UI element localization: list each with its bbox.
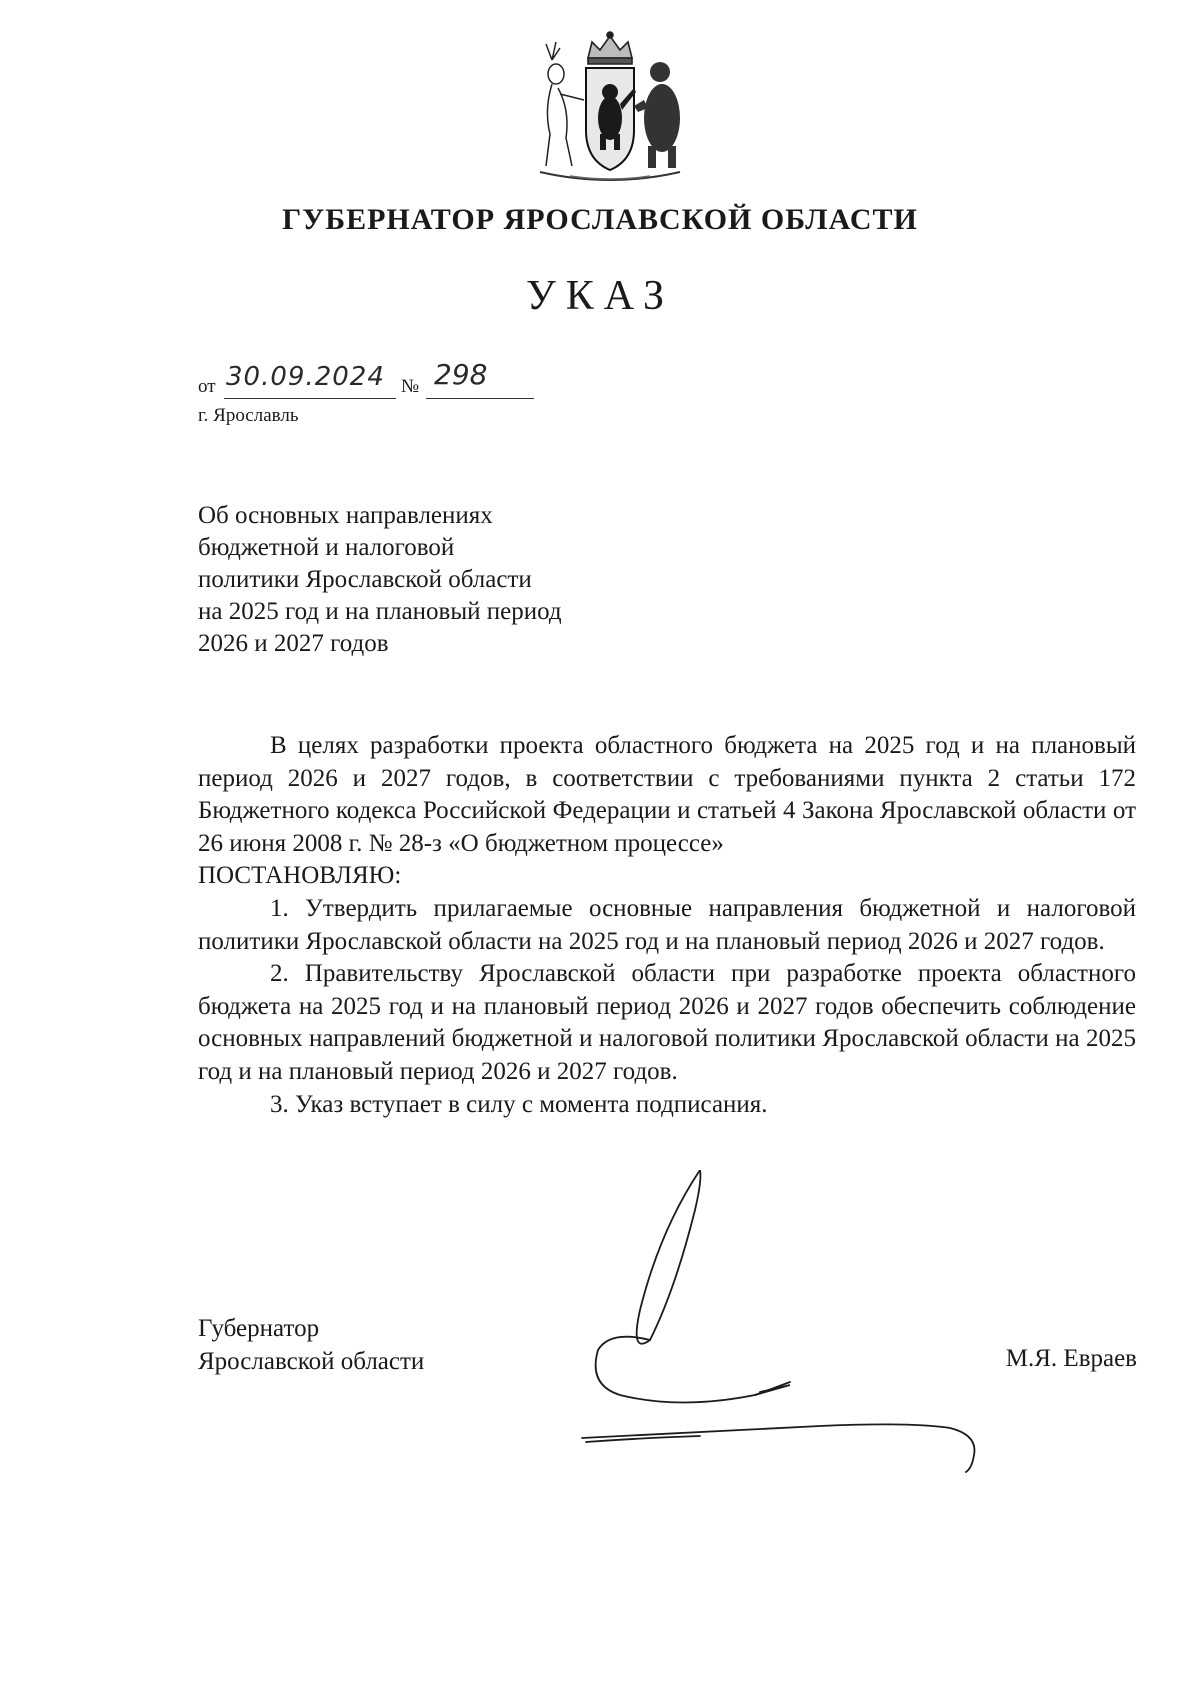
document-body [198,730,1136,1121]
subject-line: 2026 и 2027 годов [198,630,389,657]
preamble-paragraph: В целях разработки проекта областного бюджета на 2025 год и на плановый период 2026 и 2027 годов, в соответствии с требованиями пункта 2 статьи 172 Бюджетного кодекса Российской Федерации и статьей 4 Закона Ярославской области от 26 июня 2008 г. № 28-з «О бюджетном процессе» [198,732,1136,857]
number-prefix: № [401,376,420,397]
signer-position [198,1312,424,1378]
document-subject [198,500,562,660]
position-line: Губернатор [198,1315,320,1342]
document-type: УКАЗ [525,273,675,319]
decree-item: 3. Указ вступает в силу с момента подписания. [270,1090,768,1118]
decree-word: ПОСТАНОВЛЯЮ: [198,862,402,890]
coat-of-arms-icon [530,30,690,190]
position-line: Ярославской области [198,1348,425,1375]
decree-item: 2. Правительству Ярославской области при разработке проекта областного бюджета на 2025 год и на плановый период 2026 и 2027 годов обеспечить соблюдение основных направлений бюджетной и налоговой политики Ярославской области на 2025 год и на плановый период 2026 и 2027 годов. [198,960,1136,1085]
subject-line: на 2025 год и на плановый период [198,598,562,625]
subject-line: политики Ярославской области [198,566,532,593]
issuing-authority: ГУБЕРНАТОР ЯРОСЛАВСКОЙ ОБЛАСТИ [282,203,918,236]
number-field [426,358,534,399]
city: г. Ярославль [198,405,299,426]
date-prefix: от [198,376,216,397]
number-value: 298 [434,358,488,391]
date-field [224,362,396,399]
handwritten-signature [580,1170,1020,1480]
subject-line: Об основных направлениях [198,502,493,529]
subject-line: бюджетной и налоговой [198,534,455,561]
signer-name: М.Я. Евраев [1005,1345,1137,1372]
decree-item: 1. Утвердить прилагаемые основные направления бюджетной и налоговой политики Ярославской области на 2025 год и на плановый период 2026 и 2027 годов. [198,894,1136,955]
date-value: 30.09.2024 [226,362,385,392]
